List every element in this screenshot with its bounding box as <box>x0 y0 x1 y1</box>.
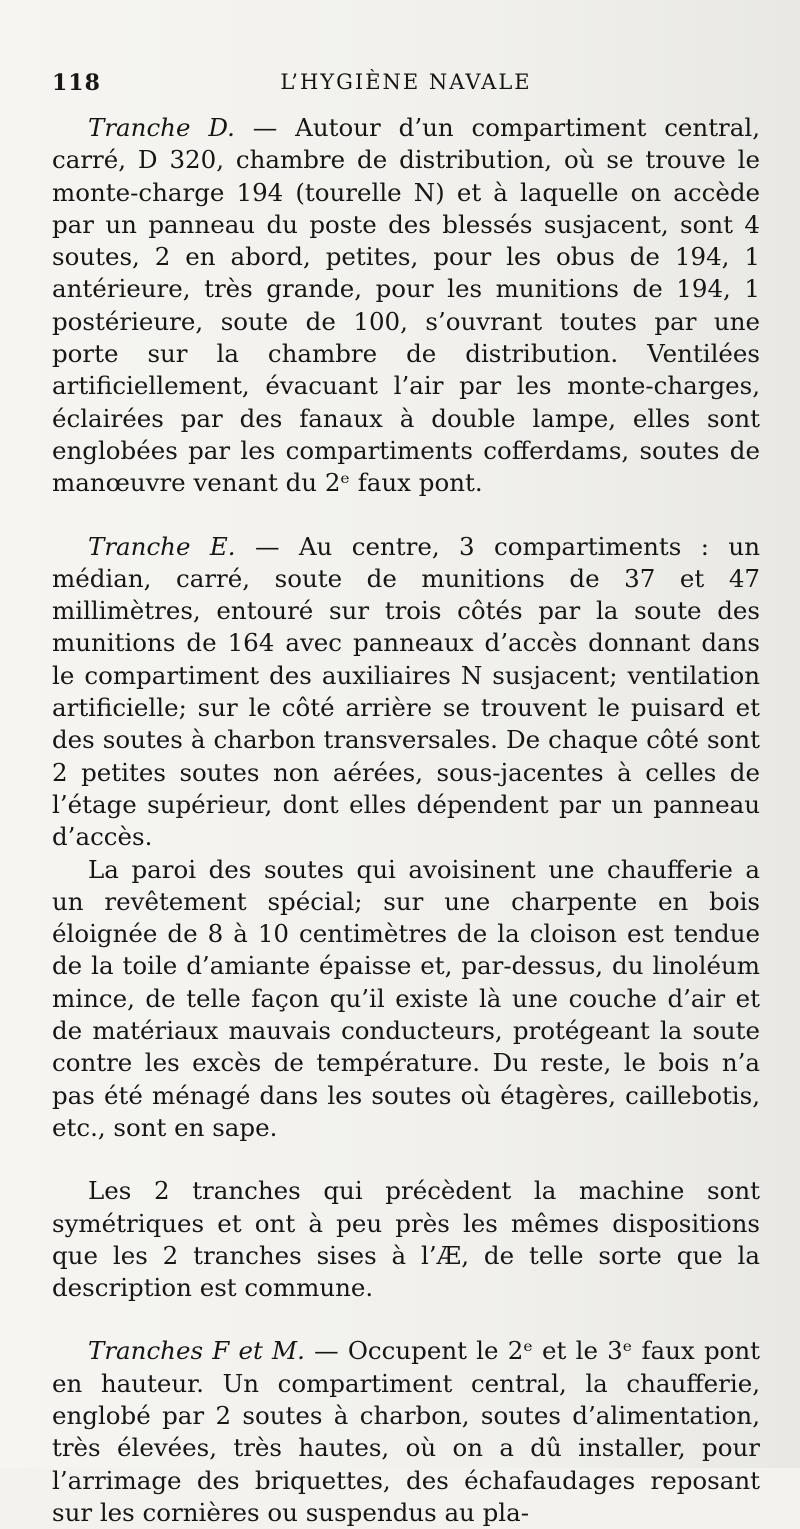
paragraph-lead: Tranches F et M. <box>88 1336 305 1366</box>
paragraph-tranches-f-m <box>52 1335 760 1529</box>
running-title: L’HYGIÈNE NAVALE <box>280 70 532 94</box>
body-text <box>52 112 760 1529</box>
paragraph-tranche-e <box>52 531 760 854</box>
paragraph-text: — Occupent le 2ᵉ et le 3ᵉ faux pont en hauteur. Un compartiment central, la chaufferie, englobé par 2 soutes à charbon, soutes d’alimentation, très élevées, très hautes, où on a dû installer, pour l’arrimage des briquettes, des échafaudages reposant sur les cornières ou suspendus au pla- <box>52 1336 761 1527</box>
paragraph-text: La paroi des soutes qui avoisinent une chaufferie a un revêtement spécial; sur une charpente en bois éloignée de 8 à 10 centimètres de la cloison est tendue de la toile d’amiante épaisse et, par-dessus, du linoléum mince, de telle façon qu’il existe là une couche d’air et de matériaux mauvais conducteurs, protégeant la soute contre les excès de température. Du reste, le bois n’a pas été ménagé dans les soutes où étagères, caillebotis, etc., sont en sape. <box>52 854 760 1142</box>
page-header <box>52 62 760 112</box>
paragraph-soute-paroi <box>52 854 760 1145</box>
page-number: 118 <box>52 70 101 96</box>
paragraph-text: — Au centre, 3 compartiments : un médian, carré, soute de munitions de 37 et 47 millimètres, entouré sur trois côtés par la soute des munitions de 164 avec panneaux d’accès donnant dans le compartiment des auxiliaires N susjacent; ventilation artificielle; sur le côté arrière se trouvent le puisard et des soutes à charbon transversales. De chaque côté sont 2 petites soutes non aérées, sous-jacentes à celles de l’étage supérieur, dont elles dépendent par un panneau d’accès. <box>52 531 760 852</box>
paragraph-lead: Tranche D. <box>88 113 235 142</box>
paragraph-lead: Tranche E. <box>88 531 236 561</box>
paragraph-text: — Autour d’un compartiment central, carré, D 320, chambre de distribution, où se trouve le monte-charge 194 (tourelle N) et à laquelle on accède par un panneau du poste des blessés susjacent, sont 4 soutes, 2 en abord, petites, pour les obus de 194, 1 antérieure, très grande, pour les munitions de 194, 1 postérieure, soute de 100, s’ouvrant toutes par une porte sur la chambre de distribution. Ventilées artificiellement, évacuant l’air par les monte-charges, éclairées par des fanaux à double lampe, elles sont englobées par les compartiments cofferdams, soutes de manœuvre venant du 2ᵉ faux pont. <box>52 113 760 498</box>
paragraph-text: Les 2 tranches qui précèdent la machine sont symétriques et ont à peu près les mêmes dispositions que les 2 tranches sises à l’Æ, de telle sorte que la description est commune. <box>52 1176 760 1303</box>
paragraph-tranches-symetriques <box>52 1175 760 1304</box>
paragraph-tranche-d <box>52 112 760 500</box>
